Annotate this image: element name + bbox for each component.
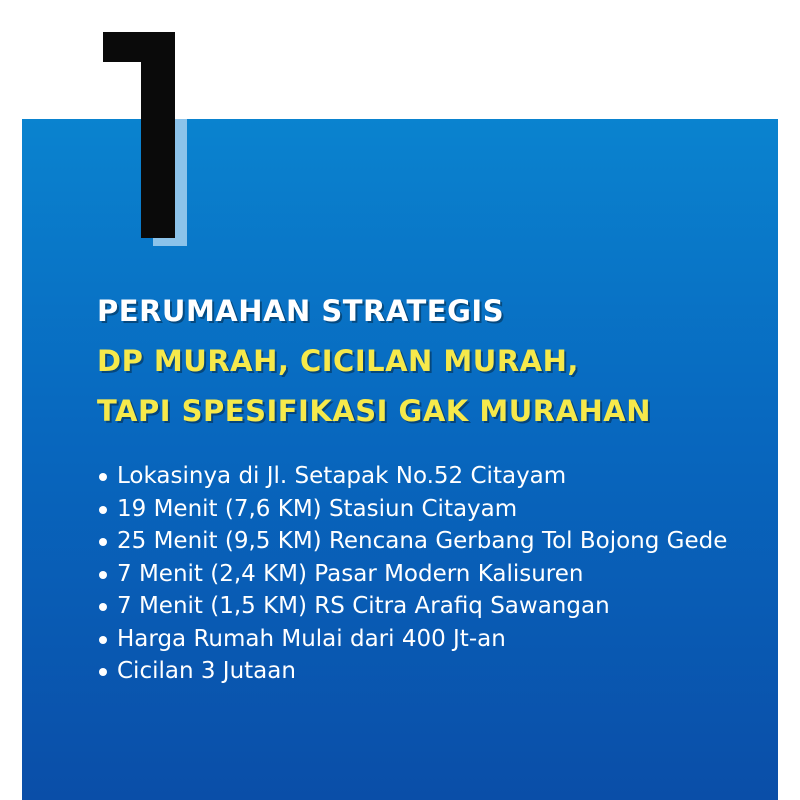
list-item: 7 Menit (1,5 KM) RS Citra Arafiq Sawangan <box>117 590 757 623</box>
big-number-one <box>103 32 175 238</box>
number-one-stem <box>141 32 175 238</box>
headline-line-2: DP MURAH, CICILAN MURAH, <box>97 344 579 378</box>
list-item: 7 Menit (2,4 KM) Pasar Modern Kalisuren <box>117 558 757 591</box>
headline <box>97 286 651 436</box>
list-item: 25 Menit (9,5 KM) Rencana Gerbang Tol Bojong Gede <box>117 525 757 558</box>
headline-line-3: TAPI SPESIFIKASI GAK MURAHAN <box>97 394 652 428</box>
feature-list <box>97 460 757 688</box>
list-item: Lokasinya di Jl. Setapak No.52 Citayam <box>117 460 757 493</box>
list-item: Cicilan 3 Jutaan <box>117 655 757 688</box>
list-item: Harga Rumah Mulai dari 400 Jt-an <box>117 623 757 656</box>
list-item: 19 Menit (7,6 KM) Stasiun Citayam <box>117 493 757 526</box>
headline-line-1: PERUMAHAN STRATEGIS <box>97 294 505 328</box>
